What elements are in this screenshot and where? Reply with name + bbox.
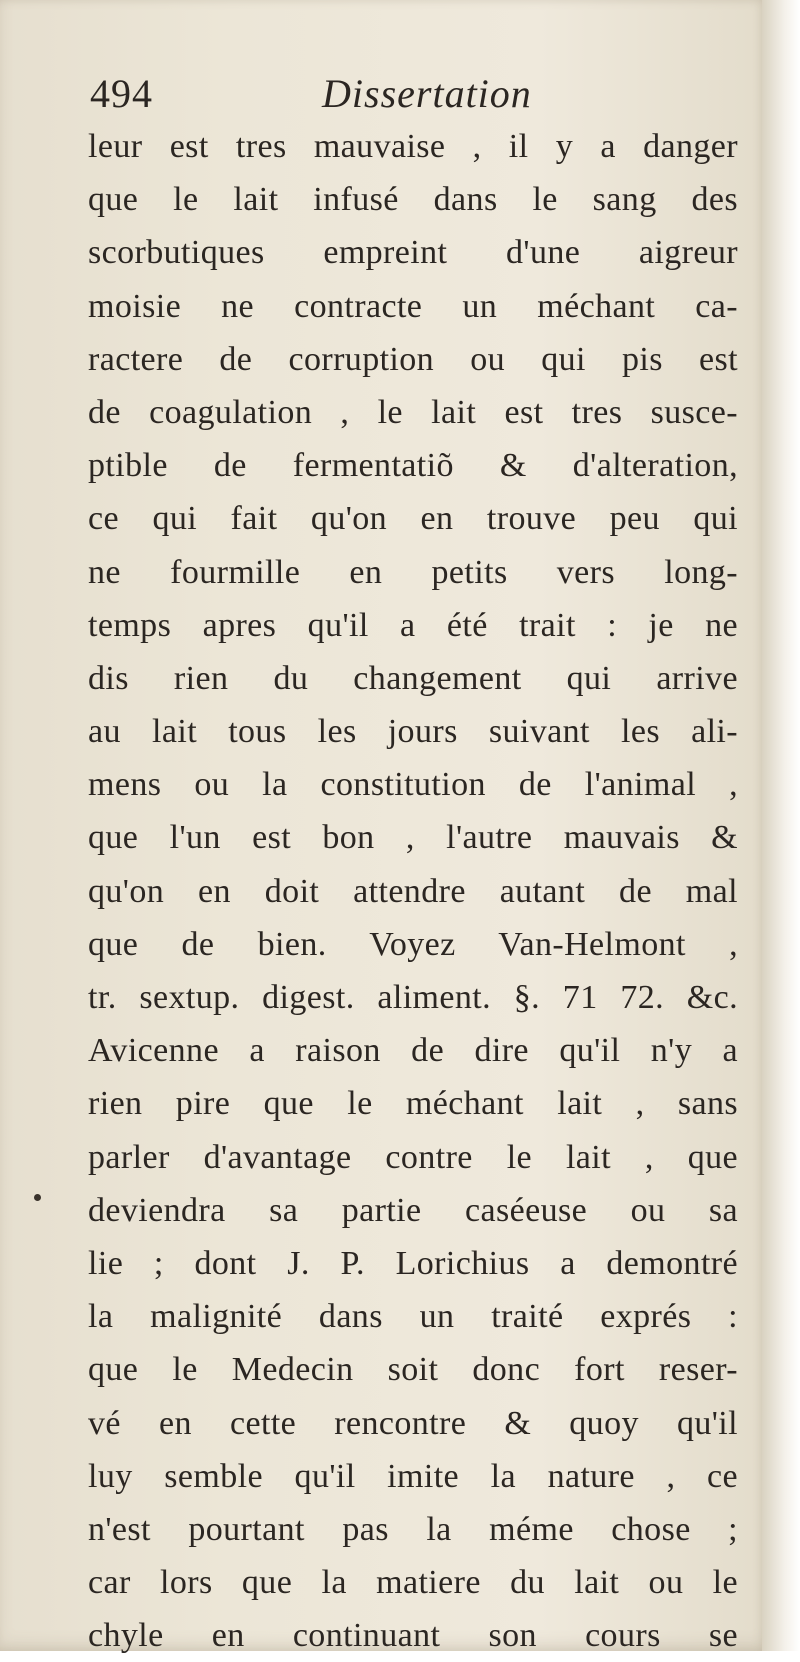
text-line: ractere de corruption ou qui pis est (88, 340, 738, 378)
text-line: luy semble qu'il imite la nature , ce (88, 1457, 738, 1495)
text-line: la malignité dans un traité exprés : (88, 1298, 738, 1336)
text-line: rien pire que le méchant lait , sans (88, 1085, 738, 1123)
text-line: vé en cette rencontre & quoy qu'il (88, 1404, 738, 1442)
text-line: leur est tres mauvaise , il y a danger (88, 128, 738, 165)
text-line: que de bien. Voyez Van-Helmont , (88, 925, 738, 963)
text-line: deviendra sa partie caséeuse ou sa (88, 1191, 738, 1229)
text-line: parler d'avantage contre le lait , que (88, 1138, 738, 1176)
text-line: tr. sextup. digest. aliment. §. 71 72. &c. (88, 979, 738, 1016)
text-line: que le lait infusé dans le sang des (88, 181, 738, 219)
margin-mark (34, 1194, 41, 1201)
page-number: 494 (90, 71, 153, 116)
text-line: Avicenne a raison de dire qu'il n'y a (88, 1032, 738, 1070)
text-line: au lait tous les jours suivant les ali- (88, 713, 738, 751)
text-line: que l'un est bon , l'autre mauvais & (88, 819, 738, 857)
text-line: de coagulation , le lait est tres susce- (88, 393, 738, 431)
text-line: chyle en continuant son cours se (88, 1617, 738, 1655)
text-line: scorbutiques empreint d'une aigreur (88, 234, 738, 272)
text-line: ptible de fermentatiõ & d'alteration, (88, 447, 738, 485)
text-line: mens ou la constitution de l'animal , (88, 766, 738, 804)
text-line: que le Medecin soit donc fort reser- (88, 1351, 738, 1389)
text-line: n'est pourtant pas la méme chose ; (88, 1510, 738, 1548)
body-text (88, 120, 738, 1662)
text-line: temps apres qu'il a été trait : je ne (88, 606, 738, 644)
text-line: moisie ne contracte un méchant ca- (88, 287, 738, 325)
text-line: ne fourmille en petits vers long- (88, 553, 738, 591)
text-line: qu'on en doit attendre autant de mal (88, 872, 738, 910)
running-title: Dissertation (322, 71, 532, 116)
text-line: car lors que la matiere du lait ou le (88, 1564, 738, 1602)
text-line: dis rien du changement qui arrive (88, 659, 738, 697)
text-line: ce qui fait qu'on en trouve peu qui (88, 500, 738, 538)
text-line: lie ; dont J. P. Lorichius a demontré (88, 1244, 738, 1282)
page-edge (762, 0, 800, 1651)
